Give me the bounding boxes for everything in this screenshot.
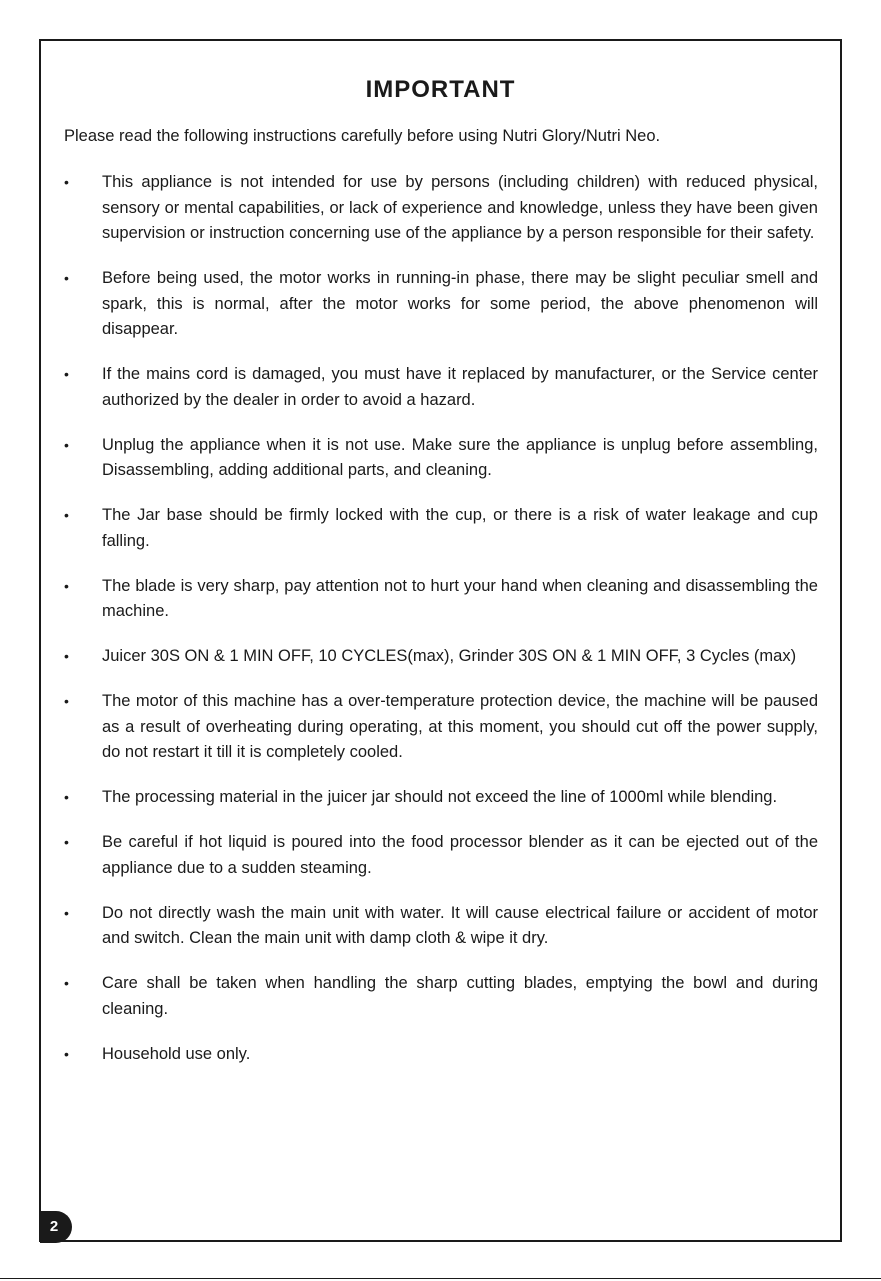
- footer-divider: [0, 1278, 881, 1279]
- list-item-text: Household use only.: [102, 1044, 251, 1063]
- bullet-icon: •: [64, 507, 69, 523]
- list-item-text: If the mains cord is damaged, you must have it replaced by manufacturer, or the Service center authorized by the dealer in order to avoid a hazard.: [102, 365, 818, 409]
- list-item: [64, 830, 818, 881]
- bullet-icon: •: [64, 904, 69, 921]
- bullet-icon: •: [64, 834, 69, 850]
- list-item-text: The motor of this machine has a over-temperature protection device, the machine will be paused as a result of overheating during operating, at this moment, you should cut off the power supply, do not restart it till it is completely cooled.: [102, 692, 818, 761]
- instruction-list: [64, 170, 818, 1087]
- page-title: IMPORTANT: [365, 76, 516, 103]
- list-item-text: Unplug the appliance when it is not use. Make sure the appliance is unplug before assembling, Disassembling, adding additional parts, and cleaning.: [102, 435, 818, 479]
- list-item-text: Do not directly wash the main unit with water. It will cause electrical failure or accident of motor and switch. Clean the main unit with damp cloth & wipe it dry.: [102, 903, 818, 947]
- bullet-icon: •: [64, 366, 69, 382]
- list-item: [64, 785, 818, 811]
- list-item-text: Be careful if hot liquid is poured into the food processor blender as it can be ejected out of the appliance due to a sudden steaming.: [102, 833, 818, 877]
- bullet-icon: •: [64, 693, 69, 709]
- list-item-text: The processing material in the juicer jar should not exceed the line of 1000ml while blending.: [102, 788, 778, 806]
- list-item: [64, 689, 818, 766]
- list-item: [64, 503, 818, 554]
- list-item: [64, 574, 818, 625]
- list-item: [64, 644, 818, 670]
- bullet-icon: •: [64, 270, 69, 286]
- list-item: [64, 901, 818, 952]
- intro-text: Please read the following instructions carefully before using Nutri Glory/Nutri Neo.: [64, 127, 661, 145]
- list-item: [64, 266, 818, 343]
- bullet-icon: •: [64, 436, 69, 453]
- list-item: [64, 362, 818, 413]
- list-item-text: This appliance is not intended for use by persons (including children) with reduced physical, sensory or mental capabilities, or lack of experience and knowledge, unless they have been given supervision or instruction concerning use of the appliance by a person responsible for their safety.: [102, 173, 818, 242]
- list-item: [64, 971, 818, 1022]
- list-item-text: Before being used, the motor works in running-in phase, there may be slight peculiar smell and spark, this is normal, after the motor works for some period, the above phenomenon will disappear.: [102, 269, 818, 338]
- list-item-text: The Jar base should be firmly locked with the cup, or there is a risk of water leakage and cup falling.: [102, 506, 818, 550]
- bullet-icon: •: [64, 174, 69, 190]
- list-item-text: The blade is very sharp, pay attention not to hurt your hand when cleaning and disassembling the machine.: [102, 576, 818, 620]
- list-item: [64, 1042, 818, 1068]
- list-item: [64, 433, 818, 484]
- list-item-text: Care shall be taken when handling the sharp cutting blades, emptying the bowl and during cleaning.: [102, 974, 818, 1018]
- bullet-icon: •: [64, 789, 69, 805]
- page-number-badge: 2: [40, 1211, 72, 1243]
- bullet-icon: •: [64, 648, 69, 664]
- list-item: [64, 170, 818, 247]
- bullet-icon: •: [64, 975, 69, 991]
- bullet-icon: •: [64, 577, 69, 594]
- bullet-icon: •: [64, 1045, 69, 1062]
- list-item-text: Juicer 30S ON & 1 MIN OFF, 10 CYCLES(max), Grinder 30S ON & 1 MIN OFF, 3 Cycles (max): [102, 647, 797, 665]
